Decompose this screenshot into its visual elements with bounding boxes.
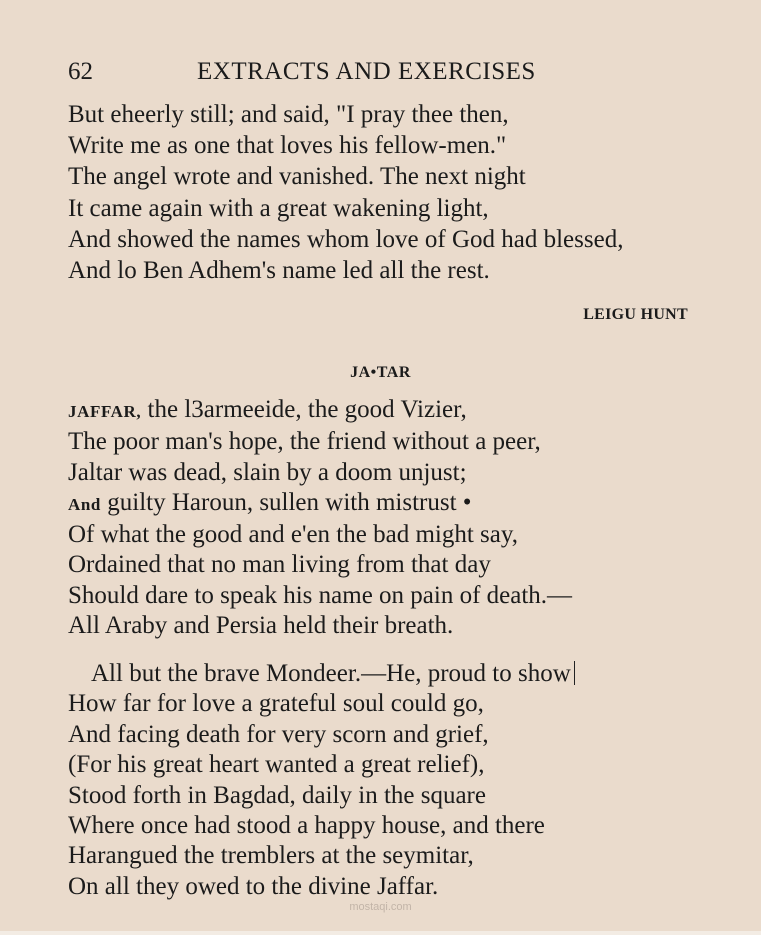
verse-line: All Araby and Persia held their breath. xyxy=(68,612,454,640)
verse-line: It came again with a great wakening light, xyxy=(68,194,489,222)
poem-title: JA•TAR xyxy=(350,364,411,381)
stanza-abou-ben-adhem-ending xyxy=(68,99,708,286)
verse-line: And facing death for very scorn and grief, xyxy=(68,720,489,748)
verse-line: Jaltar was dead, slain by a doom unjust; xyxy=(68,458,467,486)
verse-line: Of what the good and e'en the bad might say, xyxy=(68,521,518,549)
verse-line: But eheerly still; and said, "I pray thee then, xyxy=(68,101,509,128)
page-number: 62 xyxy=(68,58,93,85)
verse-line: Harangued the tremblers at the seymitar, xyxy=(68,842,474,870)
small-caps-first-word: JAFFAR, xyxy=(68,402,142,421)
verse-line: (For his great heart wanted a great relief), xyxy=(68,751,485,779)
verse-line: Should dare to speak his name on pain of death.— xyxy=(68,581,573,609)
small-caps-lead-word: And xyxy=(68,494,101,514)
verse-line: How far for love a grateful soul could go, xyxy=(68,690,484,718)
watermark: mostaqi.com xyxy=(349,901,412,913)
verse-line xyxy=(68,488,708,520)
stanza-jaffar-first xyxy=(68,395,708,641)
page-bottom-edge xyxy=(0,931,761,935)
verse-line: On all they owed to the divine Jaffar. xyxy=(68,872,439,900)
running-title: EXTRACTS AND EXERCISES xyxy=(197,58,536,85)
stanza-jaffar-second xyxy=(68,659,708,902)
verse-line: Where once had stood a happy house, and there xyxy=(68,812,545,840)
text-cursor xyxy=(574,661,575,685)
author-attribution: LEIGU HUNT xyxy=(583,306,688,323)
verse-line-text: All but the brave Mondeer.—He, proud to show xyxy=(91,660,571,687)
verse-line: Stood forth in Bagdad, daily in the square xyxy=(68,781,486,809)
verse-line xyxy=(68,659,708,689)
verse-line-rest: guilty Haroun, sullen with mistrust • xyxy=(101,488,472,516)
verse-line xyxy=(68,395,708,427)
page-header xyxy=(68,55,688,89)
verse-line: The poor man's hope, the friend without a peer, xyxy=(68,428,541,456)
verse-line: And lo Ben Adhem's name led all the rest. xyxy=(68,257,490,285)
verse-line: Write me as one that loves his fellow-men." xyxy=(68,132,507,160)
verse-line: The angel wrote and vanished. The next night xyxy=(68,163,526,191)
verse-line: And showed the names whom love of God had blessed, xyxy=(68,225,624,253)
verse-line: Ordained that no man living from that day xyxy=(68,551,491,579)
verse-line-rest: the l3armeeide, the good Vizier, xyxy=(141,396,467,423)
